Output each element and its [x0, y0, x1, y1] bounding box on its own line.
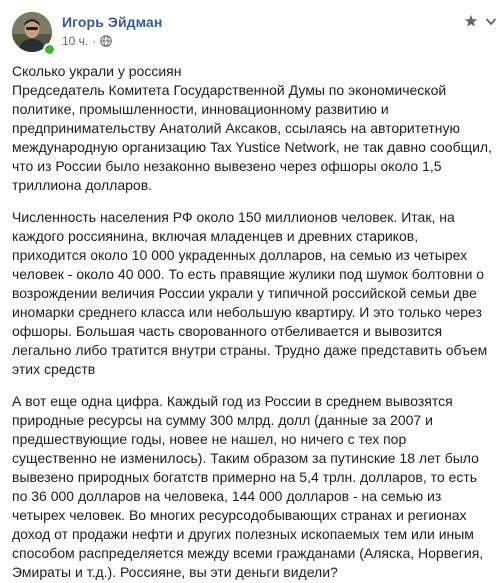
post-body — [12, 62, 501, 582]
post-header — [12, 10, 501, 54]
star-icon[interactable] — [464, 14, 478, 28]
globe-icon[interactable] — [100, 35, 112, 47]
post-time[interactable]: 10 ч. — [62, 34, 89, 48]
meta-separator: · — [92, 34, 97, 48]
caret-down-icon[interactable] — [486, 18, 496, 26]
online-status-dot — [43, 43, 56, 56]
post-paragraph: Сколько украли у россиян Председатель Комитета Государственной Думы по экономической политике, промышленности, инновационному развитию и предпринимательству Анатолий Аксаков, ссылаясь на авторитетную международную организацию Tax Yustice Network, не так давно сообщил, что из России было незаконно вывезено через офшоры около 1,5 триллиона долларов. — [12, 63, 492, 193]
post-paragraph: Численность населения РФ около 150 миллионов человек. Итак, на каждого россиянина, включая младенцев и древних стариков, приходится около 10 000 украденных долларов, на семью из четырех человек - около 40 000. То есть правящие жулики под шумок болтовни о возрождении величия России украли у типичной российской семьи две иномарки среднего класса или небольшую квартиру. И это только через офшоры. Большая часть сворованного отбеливается и вывозится легально либо тратится внутри страны. Трудно даже представить объем этих средств — [12, 209, 488, 377]
post-paragraph: А вот еще одна цифра. Каждый год из России в среднем вывозятся природные ресурсы на сумму 300 млрд. долл (данные за 2007 и предшествующие годы, новее не нашел, но ничего с тех пор существенно не изменилось). Таким образом за путинские 18 лет было вывезено природных богатств примерно на 5,4 трлн. долларов, то есть по 36 000 долларов на человека, 144 000 долларов - на семью из четырех человек. Во многих ресурсодобывающих странах и регионах доход от продажи нефти и других полезных ископаемых тем или иным способом распределяется между всеми гражданами (Аляска, Норвегия, Эмираты и т.д.). Россияне, вы эти деньги видели? — [12, 393, 484, 580]
author-name-link[interactable]: Игорь Эйдман — [62, 14, 163, 30]
post-meta — [62, 34, 112, 48]
